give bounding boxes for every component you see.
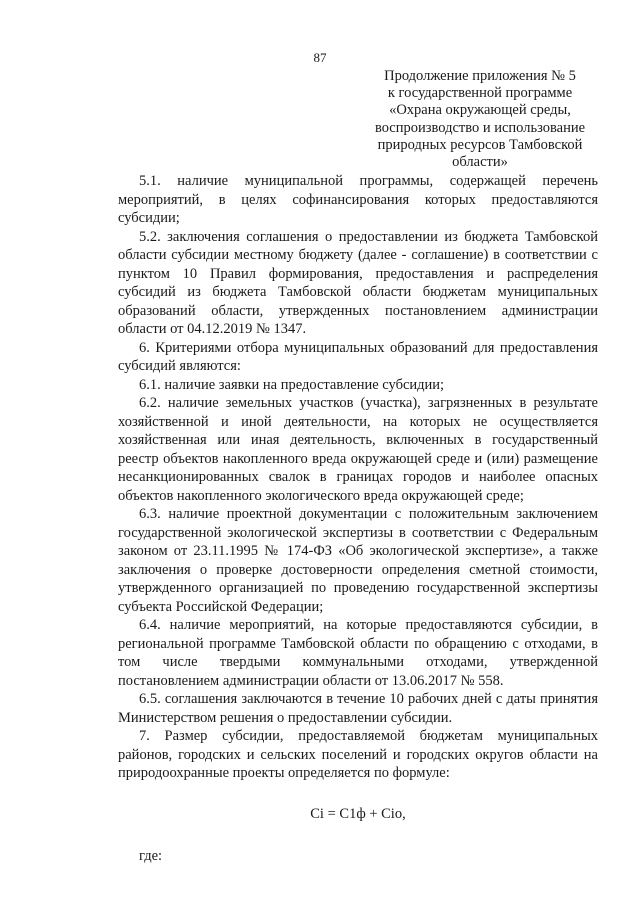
paragraph-6-3: 6.3. наличие проектной документации с положительным заключением государственной экологической экспертизы в соответствии с Федеральным законом от 23.11.1995 № 174-ФЗ «Об экологической экспертизе», а также заключения о проверке достоверности определения сметной стоимости, утвержденного организацией по проведению государственной экспертизы субъекта Российской Федерации; [118,506,598,615]
formula: Ci = C1ф + Cio, [310,805,406,822]
header-line: к государственной программе [387,85,573,102]
header-line: природных ресурсов Тамбовской [377,136,583,153]
paragraph-5-1: 5.1. наличие муниципальной программы, содержащей перечень мероприятий, в целях софинансирования которых предоставляются субсидии; [118,173,598,226]
document-body [118,172,598,866]
page-number: 87 [313,50,327,65]
where-label: где: [139,848,163,864]
attachment-header [355,68,605,171]
header-line: «Охрана окружающей среды, [389,102,571,119]
header-line: воспроизводство и использование [374,119,586,136]
paragraph-5-2: 5.2. заключения соглашения о предоставлении из бюджета Тамбовской области субсидии местному бюджету (далее - соглашение) в соответствии с пунктом 10 Правил формирования, предоставления и распределения субсидий из бюджета Тамбовской области бюджетам муниципальных образований области, утвержденных постановлением администрации области от 04.12.2019 № 1347. [118,228,598,337]
paragraph-6-4: 6.4. наличие мероприятий, на которые предоставляются субсидии, в региональной программе Тамбовской области по обращению с отходами, в том числе твердыми коммунальными отходами, утвержденной постановлением администрации области от 13.06.2017 № 558. [118,617,598,689]
paragraph-6-2: 6.2. наличие земельных участков (участка), загрязненных в результате хозяйственной и иной деятельности, на которых не осуществляется хозяйственная или иная деятельность, включенных в государственный реестр объектов накопленного вреда окружающей среде и (или) размещение несанкционированных свалок в границах городов и наиболее опасных объектов накопленного экологического вреда окружающей среде; [118,395,598,504]
header-line: Продолжение приложения № 5 [384,68,576,84]
paragraph-6-5: 6.5. соглашения заключаются в течение 10 рабочих дней с даты принятия Министерством решения о предоставлении субсидии. [118,691,598,726]
header-line: области» [452,154,508,171]
paragraph-6-1: 6.1. наличие заявки на предоставление субсидии; [139,376,445,393]
paragraph-6: 6. Критериями отбора муниципальных образований для предоставления субсидий являются: [118,339,598,374]
paragraph-7: 7. Размер субсидии, предоставляемой бюджетам муниципальных районов, городских и сельских поселений и городских округов области на природоохранные проекты определяется по формуле: [118,728,598,781]
